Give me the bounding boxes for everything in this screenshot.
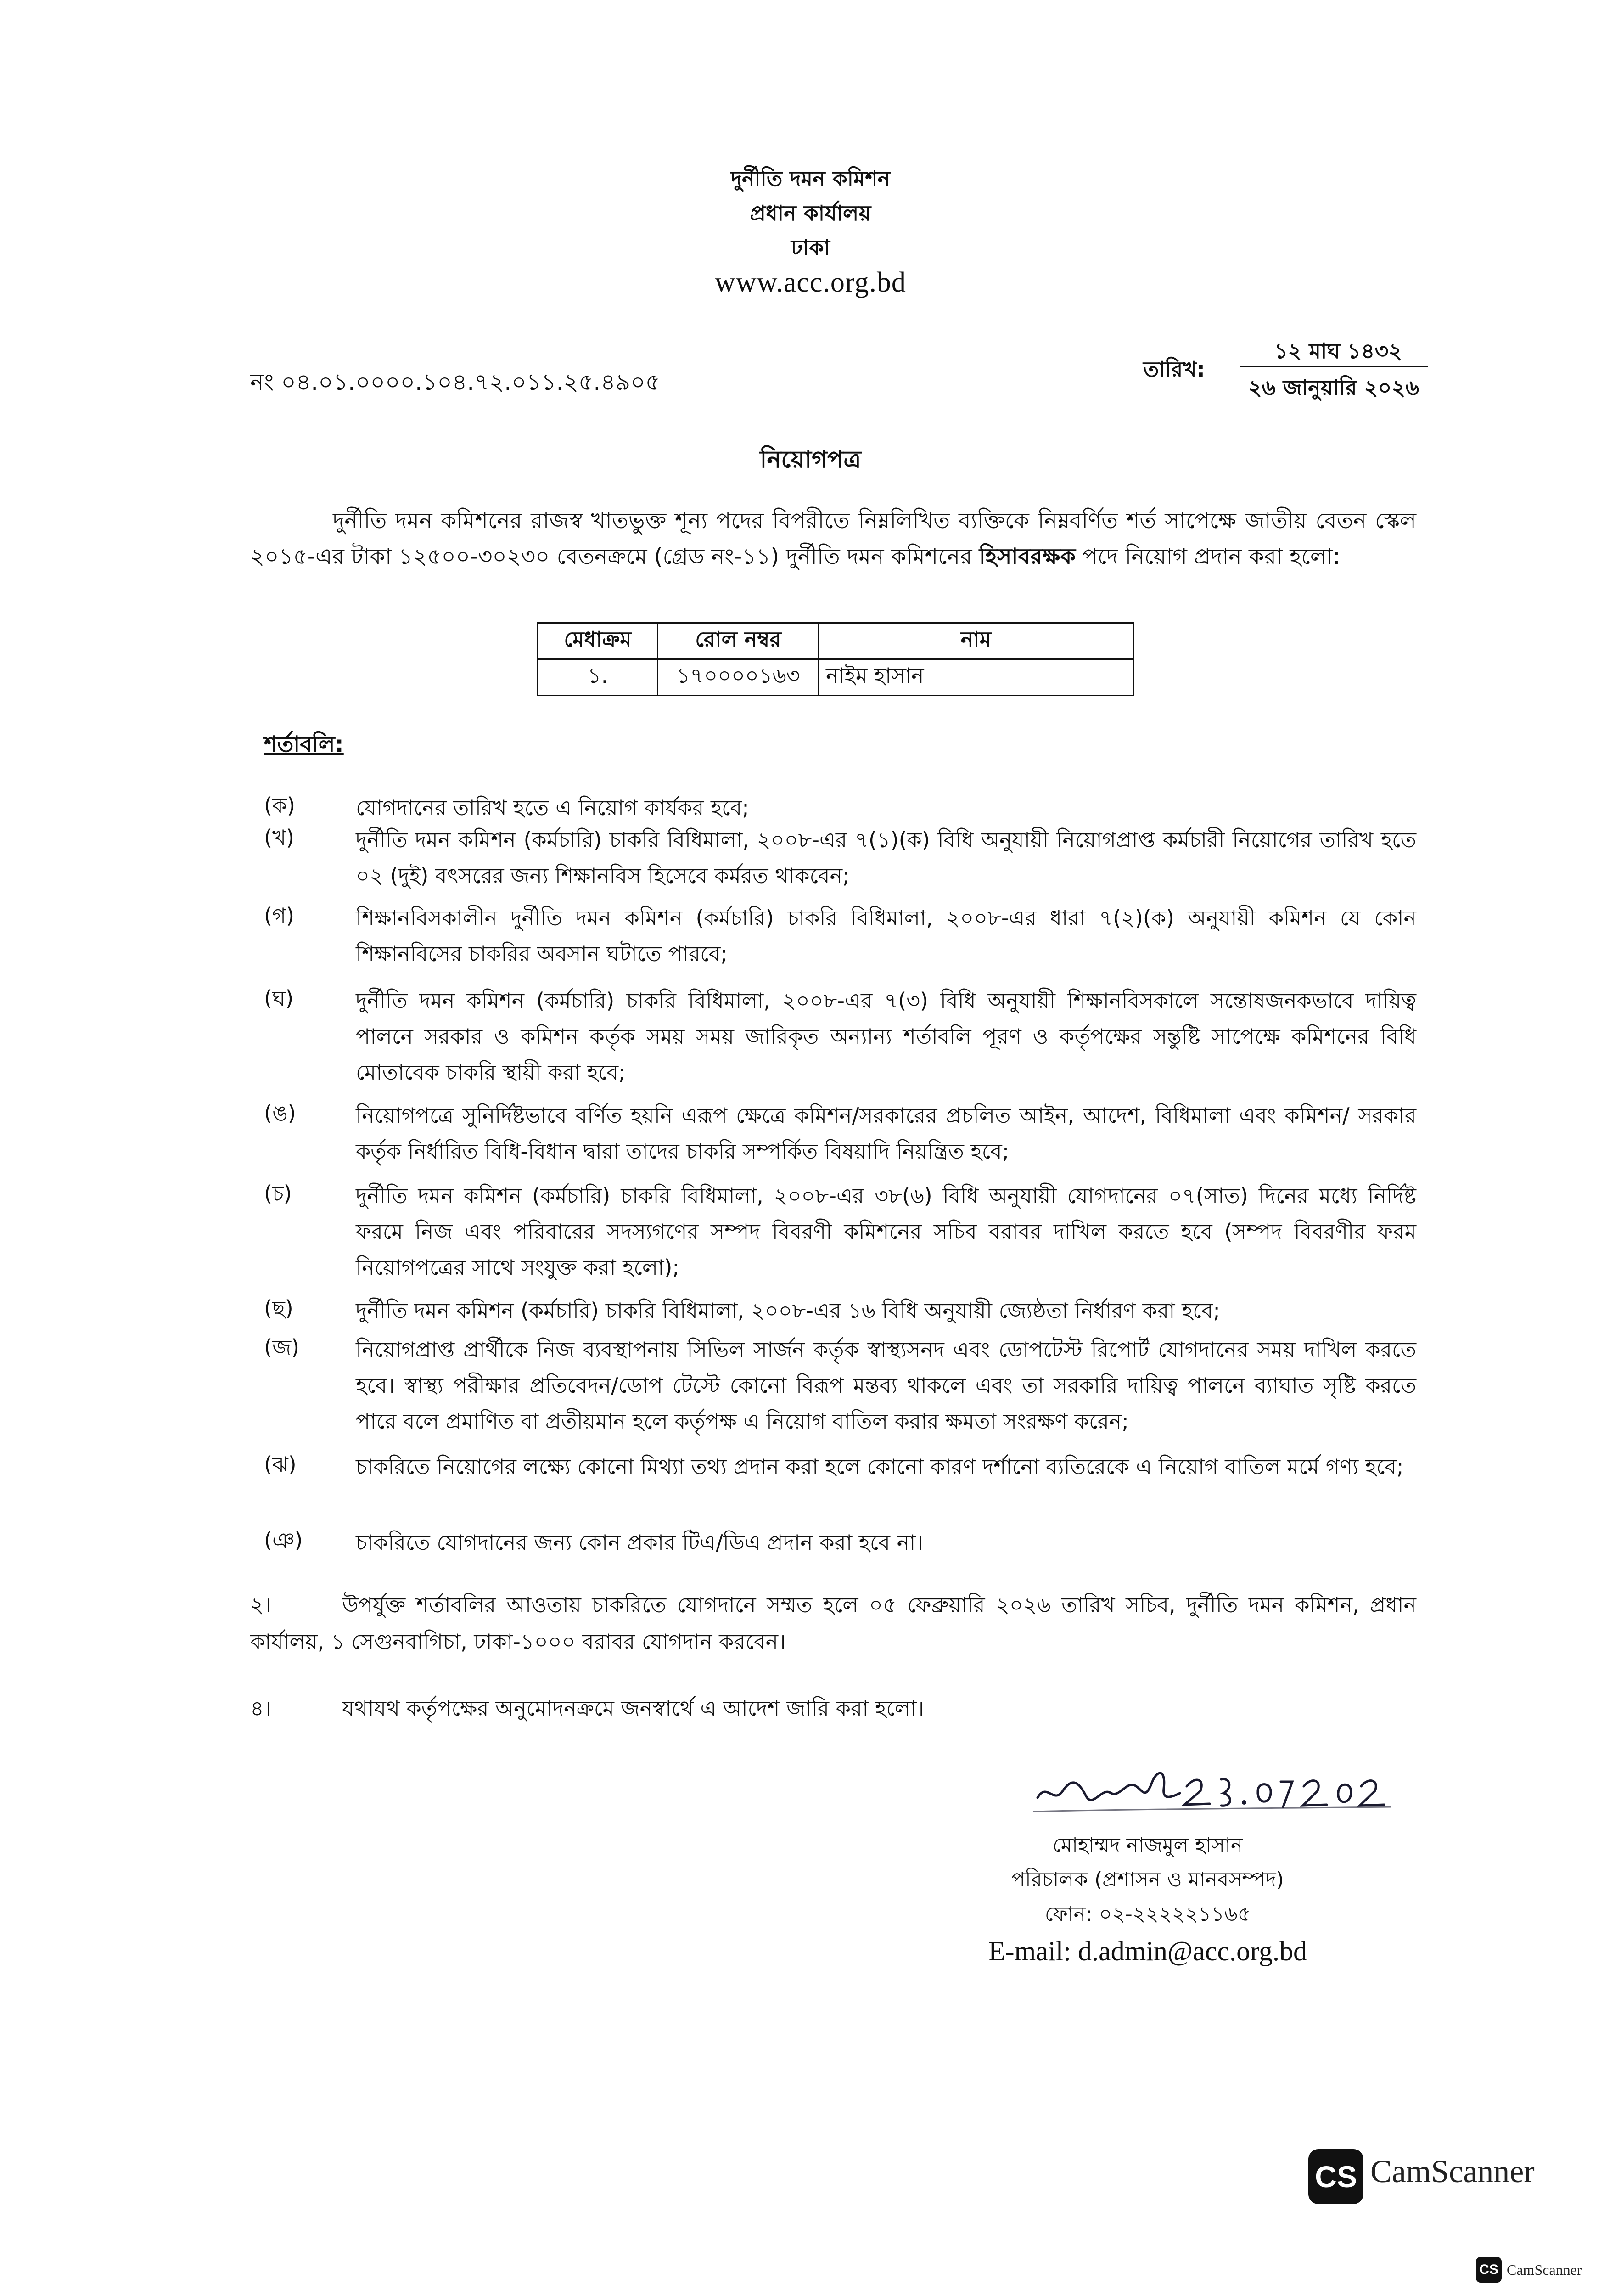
camscanner-small-logo-icon: CS [1476, 2257, 1502, 2283]
signatory-name: মোহাম্মদ নাজমুল হাসান [1052, 1834, 1243, 1857]
signatory-email[interactable]: E-mail: d.admin@acc.org.bd [988, 1936, 1307, 1966]
condition-marker: (ঙ) [264, 1101, 296, 1125]
paragraph-marker: ৪। [250, 1696, 272, 1721]
camscanner-small-brand: CamScanner [1507, 2262, 1582, 2278]
paragraph-text: যথাযথ কর্তৃপক্ষের অনুমোদনক্রমে জনস্বার্থে এ আদেশ জারি করা হলো। [342, 1696, 924, 1721]
paragraph-marker: ২। [250, 1593, 272, 1617]
office-city: ঢাকা [791, 235, 830, 260]
camscanner-brand: CamScanner [1370, 2154, 1535, 2189]
condition-marker: (ছ) [264, 1296, 293, 1321]
candidate-table [537, 622, 1134, 696]
condition-text: যোগদানের তারিখ হতে এ নিয়োগ কার্যকর হবে; [356, 795, 749, 820]
condition-marker: (ঝ) [264, 1452, 297, 1477]
camscanner-logo-icon: CS [1308, 2149, 1363, 2204]
letter-title: নিয়োগপত্র [760, 446, 861, 473]
signatory-phone: ফোন: ০২-২২২২২১১৬৫ [1044, 1902, 1251, 1926]
condition-text: দুর্নীতি দমন কমিশন (কর্মচারি) চাকরি বিধিমালা, ২০০৮-এর ৭(১)(ক) বিধি অনুযায়ী নিয়োগপ্রাপ্ত কর্মচারী নিয়োগের তারিখ হতে ০২ (দুই) বৎসরের জন্য শিক্ষানবিস হিসেবে কর্মরত থাকবেন; [356, 827, 1416, 888]
condition-marker: (চ) [264, 1181, 292, 1206]
condition-text: দুর্নীতি দমন কমিশন (কর্মচারি) চাকরি বিধিমালা, ২০০৮-এর ১৬ বিধি অনুযায়ী জ্যেষ্ঠতা নির্ধারণ করা হবে; [356, 1298, 1220, 1323]
condition-marker: (ঞ) [264, 1528, 303, 1553]
memo-number: নং ০৪.০১.০০০০.১০৪.৭২.০১১.২৫.৪৯০৫ [250, 369, 661, 395]
intro-paragraph [250, 503, 1416, 574]
date-bangla: ১২ মাঘ ১৪৩২ [1274, 338, 1402, 363]
paragraph-text: উপর্যুক্ত শর্তাবলির আওতায় চাকরিতে যোগদানে সম্মত হলে ০৫ ফেব্রুয়ারি ২০২৬ তারিখ সচিব, দুর্নীতি দমন কমিশন, প্রধান কার্যালয়, ১ সেগুনবাগিচা, ঢাকা-১০০০ বরাবর যোগদান করবেন। [250, 1593, 1416, 1654]
paragraph-2 [250, 1587, 1416, 1660]
merit-cell: ১. [538, 659, 658, 696]
condition-text: চাকরিতে নিয়োগের লক্ষ্যে কোনো মিথ্যা তথ্য প্রদান করা হলে কোনো কারণ দর্শানো ব্যতিরেকে এ নিয়োগ বাতিল মর্মে গণ্য হবে; [356, 1454, 1404, 1479]
condition-marker: (জ) [264, 1335, 300, 1360]
condition-text: দুর্নীতি দমন কমিশন (কর্মচারি) চাকরি বিধিমালা, ২০০৮-এর ৭(৩) বিধি অনুযায়ী শিক্ষানবিসকালে সন্তোষজনকভাবে দায়িত্ব পালনে সরকার ও কমিশন কর্তৃক সময় সময় জারিকৃত অন্যান্য শর্তাবলি পূরণ ও কর্তৃপক্ষের সন্তুষ্টি সাপেক্ষে কমিশনের বিধি মোতাবেক চাকরি স্থায়ী করা হবে; [356, 988, 1416, 1085]
table-header-row [538, 623, 1133, 659]
roll-cell: ১৭০০০০১৬৩ [658, 659, 819, 696]
condition-text: শিক্ষানবিসকালীন দুর্নীতি দমন কমিশন (কর্মচারি) চাকরি বিধিমালা, ২০০৮-এর ধারা ৭(২)(ক) অনুযায়ী কমিশন যে কোন শিক্ষানবিসের চাকরির অবসান ঘটাতে পারবে; [356, 906, 1416, 966]
post-name: হিসাবরক্ষক [979, 544, 1076, 569]
condition-text: নিয়োগপ্রাপ্ত প্রার্থীকে নিজ ব্যবস্থাপনায় সিভিল সার্জন কর্তৃক স্বাস্থ্যসনদ এবং ডোপটেস্ট রিপোর্ট যোগদানের সময় দাখিল করতে হবে। স্বাস্থ্য পরীক্ষার প্রতিবেদন/ডোপ টেস্টে কোনো বিরূপ মন্তব্য থাকলে এবং তা সরকারি দায়িত্ব পালনে ব্যাঘাত সৃষ্টি করতে পারে বলে প্রমাণিত বা প্রতীয়মান হলে কর্তৃপক্ষ এ নিয়োগ বাতিল করার ক্ষমতা সংরক্ষণ করেন; [356, 1337, 1416, 1434]
col-roll: রোল নম্বর [658, 623, 819, 659]
conditions-title: শর্তাবলি: [264, 732, 344, 757]
condition-text: চাকরিতে যোগদানের জন্য কোন প্রকার টিএ/ডিএ প্রদান করা হবে না। [356, 1530, 923, 1555]
condition-marker: (ঘ) [264, 986, 294, 1011]
paragraph-4 [250, 1690, 1416, 1727]
website-link[interactable]: www.acc.org.bd [715, 267, 906, 298]
table-row [538, 659, 1133, 696]
condition-marker: (গ) [264, 903, 295, 928]
handwritten-signature [1028, 1754, 1396, 1818]
intro-text-after: পদে নিয়োগ প্রদান করা হলো: [1083, 544, 1341, 569]
date-divider [1240, 366, 1428, 367]
condition-text: নিয়োগপত্রে সুনির্দিষ্টভাবে বর্ণিত হয়নি এরূপ ক্ষেত্রে কমিশন/সরকারের প্রচলিত আইন, আদেশ, বিধিমালা এবং কমিশন/ সরকার কর্তৃক নির্ধারিত বিধি-বিধান দ্বারা তাদের চাকরি সম্পর্কিত বিষয়াদি নিয়ন্ত্রিত হবে; [356, 1103, 1416, 1164]
name-cell: নাইম হাসান [819, 659, 1133, 696]
condition-text: দুর্নীতি দমন কমিশন (কর্মচারি) চাকরি বিধিমালা, ২০০৮-এর ৩৮(৬) বিধি অনুযায়ী যোগদানের ০৭(সাত) দিনের মধ্যে নির্দিষ্ট ফরমে নিজ এবং পরিবারের সদস্যগণের সম্পদ বিবরণী কমিশনের সচিব বরাবর দাখিল করতে হবে (সম্পদ বিবরণীর ফরম নিয়োগপত্রের সাথে সংযুক্ত করা হলো); [356, 1183, 1416, 1280]
office-name: দুর্নীতি দমন কমিশন [730, 166, 891, 191]
condition-marker: (খ) [264, 825, 295, 850]
date-english: ২৬ জানুয়ারি ২০২৬ [1248, 375, 1419, 400]
office-branch: প্রধান কার্যালয় [750, 201, 871, 225]
col-name: নাম [819, 623, 1133, 659]
signatory-designation: পরিচালক (প্রশাসন ও মানবসম্পদ) [1011, 1868, 1284, 1891]
col-merit: মেধাক্রম [538, 623, 658, 659]
date-label: তারিখ: [1143, 357, 1205, 382]
intro-text-before: দুর্নীতি দমন কমিশনের রাজস্ব খাতভুক্ত শূন্য পদের বিপরীতে নিম্নলিখিত ব্যক্তিকে নিম্নবর্ণিত শর্ত সাপেক্ষে জাতীয় বেতন স্কেল ২০১৫-এর টাকা ১২৫০০-৩০২৩০ বেতনক্রমে (গ্রেড নং-১১) দুর্নীতি দমন কমিশনের [250, 508, 1416, 569]
condition-marker: (ক) [264, 793, 296, 818]
